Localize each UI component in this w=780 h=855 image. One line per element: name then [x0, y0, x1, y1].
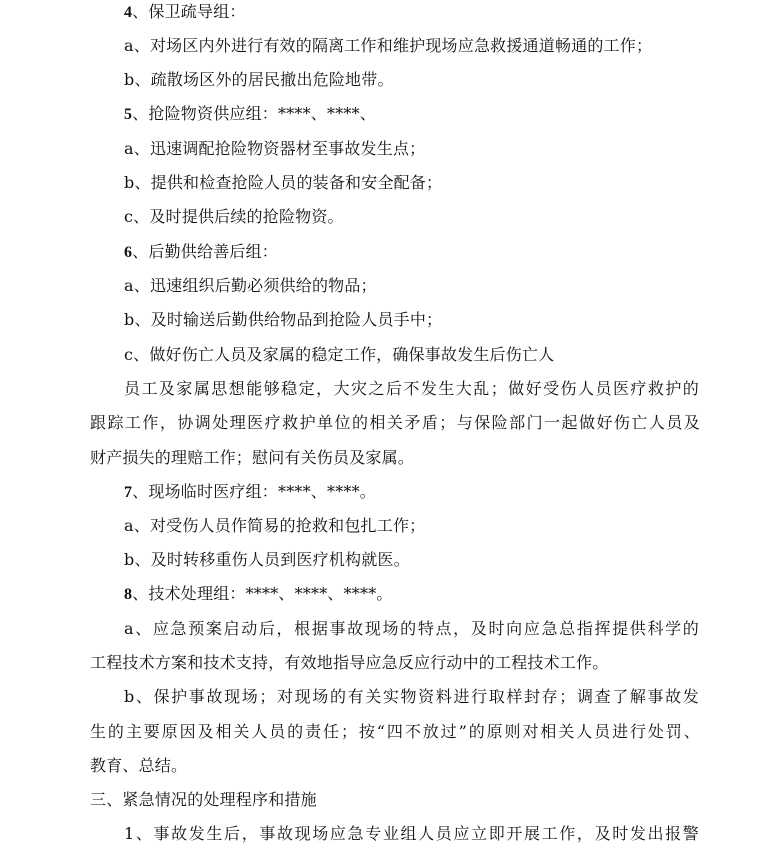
section-4-heading [124, 1, 246, 24]
section-5-item-a: a、迅速调配抢险物资器材至事故发生点； [124, 139, 426, 158]
section-7-item-a: a、对受伤人员作简易的抢救和包扎工作； [124, 516, 426, 535]
section-5-item-c: c、及时提供后续的抢险物资。 [124, 207, 344, 226]
section-title: 、现场临时医疗组：****、****。 [132, 482, 377, 501]
section-5-heading [124, 103, 376, 126]
part-3-paragraph-1: 1、事故发生后，事故现场应急专业组人员应立即开展工作，及时发出报警 [124, 824, 699, 843]
section-title: 、保卫疏导组： [132, 2, 246, 21]
part-3-heading: 三、紧急情况的处理程序和措施 [90, 790, 317, 809]
section-number: 5 [124, 106, 133, 123]
section-number: 4 [124, 4, 133, 21]
section-title: 、后勤供给善后组： [132, 242, 279, 261]
section-4-item-b: b、疏散场区外的居民撤出危险地带。 [124, 70, 394, 89]
section-6-item-a: a、迅速组织后勤必须供给的物品； [124, 276, 377, 295]
section-title: 、抢险物资供应组：****、****、 [132, 104, 377, 123]
section-7-heading [124, 481, 376, 504]
section-7-item-b: b、及时转移重伤人员到医疗机构就医。 [124, 550, 410, 569]
section-6-item-c-line-2: 员工及家属思想能够稳定，大灾之后不发生大乱；做好受伤人员医疗救护的 [124, 379, 699, 398]
section-number: 8 [124, 586, 133, 603]
section-6-item-c-line-3: 跟踪工作，协调处理医疗救护单位的相关矛盾；与保险部门一起做好伤亡人员及 [90, 413, 700, 432]
section-6-item-b: b、及时输送后勤供给物品到抢险人员手中； [124, 310, 443, 329]
section-8-item-b: b、保护事故现场；对现场的有关实物资料进行取样封存；调查了解事故发 [124, 687, 699, 706]
section-6-heading [124, 241, 278, 264]
section-title: 、技术处理组：****、****、****。 [132, 584, 393, 603]
section-8-item-a: a、应急预案启动后，根据事故现场的特点，及时向应急总指挥提供科学的 [124, 619, 699, 638]
section-6-item-c-line-4: 财产损失的理赔工作；慰问有关伤员及家属。 [90, 448, 415, 467]
section-8-heading [124, 583, 393, 606]
section-4-item-a: a、对场区内外进行有效的隔离工作和维护现场应急救援通道畅通的工作； [124, 36, 653, 55]
section-8-item-b-line-2: 生的主要原因及相关人员的责任；按“四不放过”的原则对相关人员进行处罚、 [90, 722, 700, 741]
section-6-item-c: c、做好伤亡人员及家属的稳定工作，确保事故发生后伤亡人 [124, 345, 555, 364]
section-number: 7 [124, 484, 133, 501]
section-number: 6 [124, 244, 133, 261]
section-5-item-b: b、提供和检查抢险人员的装备和安全配备； [124, 173, 443, 192]
section-8-item-b-line-3: 教育、总结。 [90, 756, 188, 775]
section-8-item-a-line-2: 工程技术方案和技术支持，有效地指导应急反应行动中的工程技术工作。 [90, 653, 609, 672]
